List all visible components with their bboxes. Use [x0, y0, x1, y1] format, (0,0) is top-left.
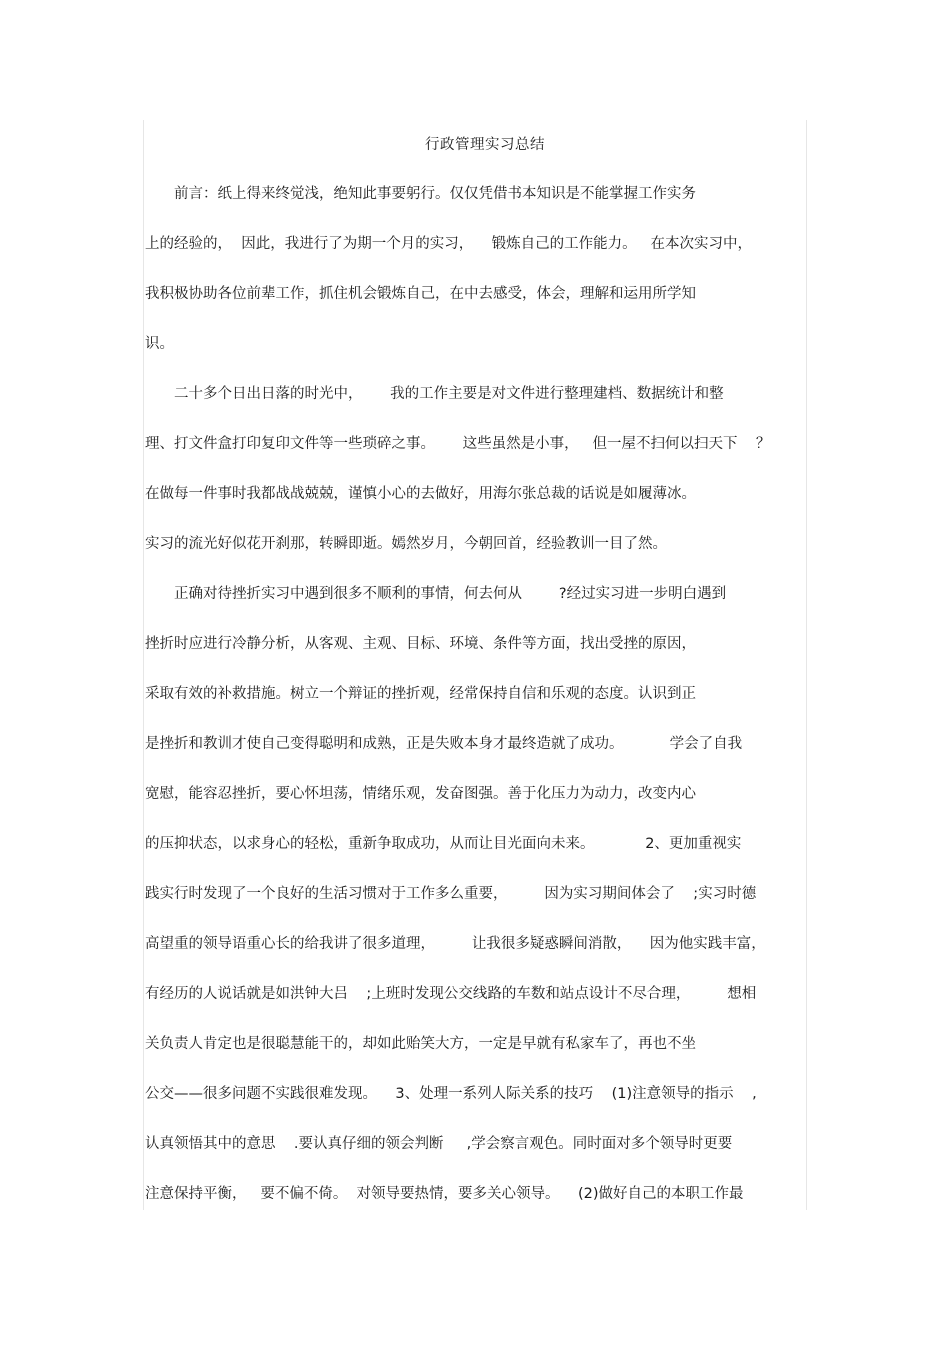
paragraph-line: 践实行时发现了一个良好的生活习惯对于工作多么重要， 因为实习期间体会了 ;实习时德: [145, 886, 757, 902]
paragraph-line: 有经历的人说话就是如洪钟大吕 ;上班时发现公交线路的车数和站点设计不尽合理， 想相: [145, 986, 757, 1002]
paragraph-line: 采取有效的补救措施。树立一个辩证的挫折观，经常保持自信和乐观的态度。认识到正: [145, 686, 696, 702]
paragraph-line: 认真领悟其中的意思 .要认真仔细的领会判断 ,学会察言观色。同时面对多个领导时更要: [145, 1136, 733, 1152]
paragraph-line: 挫折时应进行冷静分析，从客观、主观、目标、环境、条件等方面，找出受挫的原因，: [145, 636, 696, 652]
paragraph-line: 高望重的领导语重心长的给我讲了很多道理， 让我很多疑惑瞬间消散， 因为他实践丰富，: [145, 936, 766, 952]
paragraph-line: 的压抑状态，以求身心的轻松，重新争取成功，从而让目光面向未来。 2、更加重视实: [145, 836, 742, 852]
paragraph-line: 在做每一件事时我都战战兢兢，谨慎小心的去做好，用海尔张总裁的话说是如履薄冰。: [145, 486, 696, 502]
paragraph-line: 理、打文件盒打印复印文件等一些琐碎之事。 这些虽然是小事， 但一屋不扫何以扫天下 ？: [145, 436, 771, 452]
paragraph-line: 公交——很多问题不实践很难发现。 3、处理一系列人际关系的技巧 (1)注意领导的指示 ,: [145, 1086, 757, 1102]
paragraph-line: 二十多个日出日落的时光中， 我的工作主要是对文件进行整理建档、数据统计和整: [145, 386, 724, 402]
paragraph-line: 前言：纸上得来终觉浅，绝知此事要躬行。仅仅凭借书本知识是不能掌握工作实务: [145, 186, 696, 202]
paragraph-line: 宽慰，能容忍挫折，要心怀坦荡，情绪乐观，发奋图强。善于化压力为动力，改变内心: [145, 786, 696, 802]
paragraph-line: 是挫折和教训才使自己变得聪明和成熟，正是失败本身才最终造就了成功。 学会了自我: [145, 736, 743, 752]
paragraph-line: 我积极协助各位前辈工作，抓住机会锻炼自己，在中去感受，体会，理解和运用所学知: [145, 286, 696, 302]
paragraph-line: 正确对待挫折实习中遇到很多不顺利的事情，何去何从 ?经过实习进一步明白遇到: [145, 586, 727, 602]
document-title: 行政管理实习总结: [425, 137, 545, 153]
paragraph-line: 识。: [145, 336, 174, 352]
paragraph-line: 关负责人肯定也是很聪慧能干的，却如此贻笑大方，一定是早就有私家车了，再也不坐: [145, 1036, 696, 1052]
left-margin-line: [143, 120, 144, 1210]
paragraph-line: 注意保持平衡， 要不偏不倚。 对领导要热情，要多关心领导。 (2)做好自己的本职工作最: [145, 1186, 744, 1202]
paragraph-line: 实习的流光好似花开刹那，转瞬即逝。嫣然岁月，今朝回首，经验教训一目了然。: [145, 536, 667, 552]
paragraph-line: 上的经验的， 因此，我进行了为期一个月的实习， 锻炼自己的工作能力。 在本次实习中，: [145, 236, 752, 252]
right-margin-line: [806, 120, 807, 1210]
